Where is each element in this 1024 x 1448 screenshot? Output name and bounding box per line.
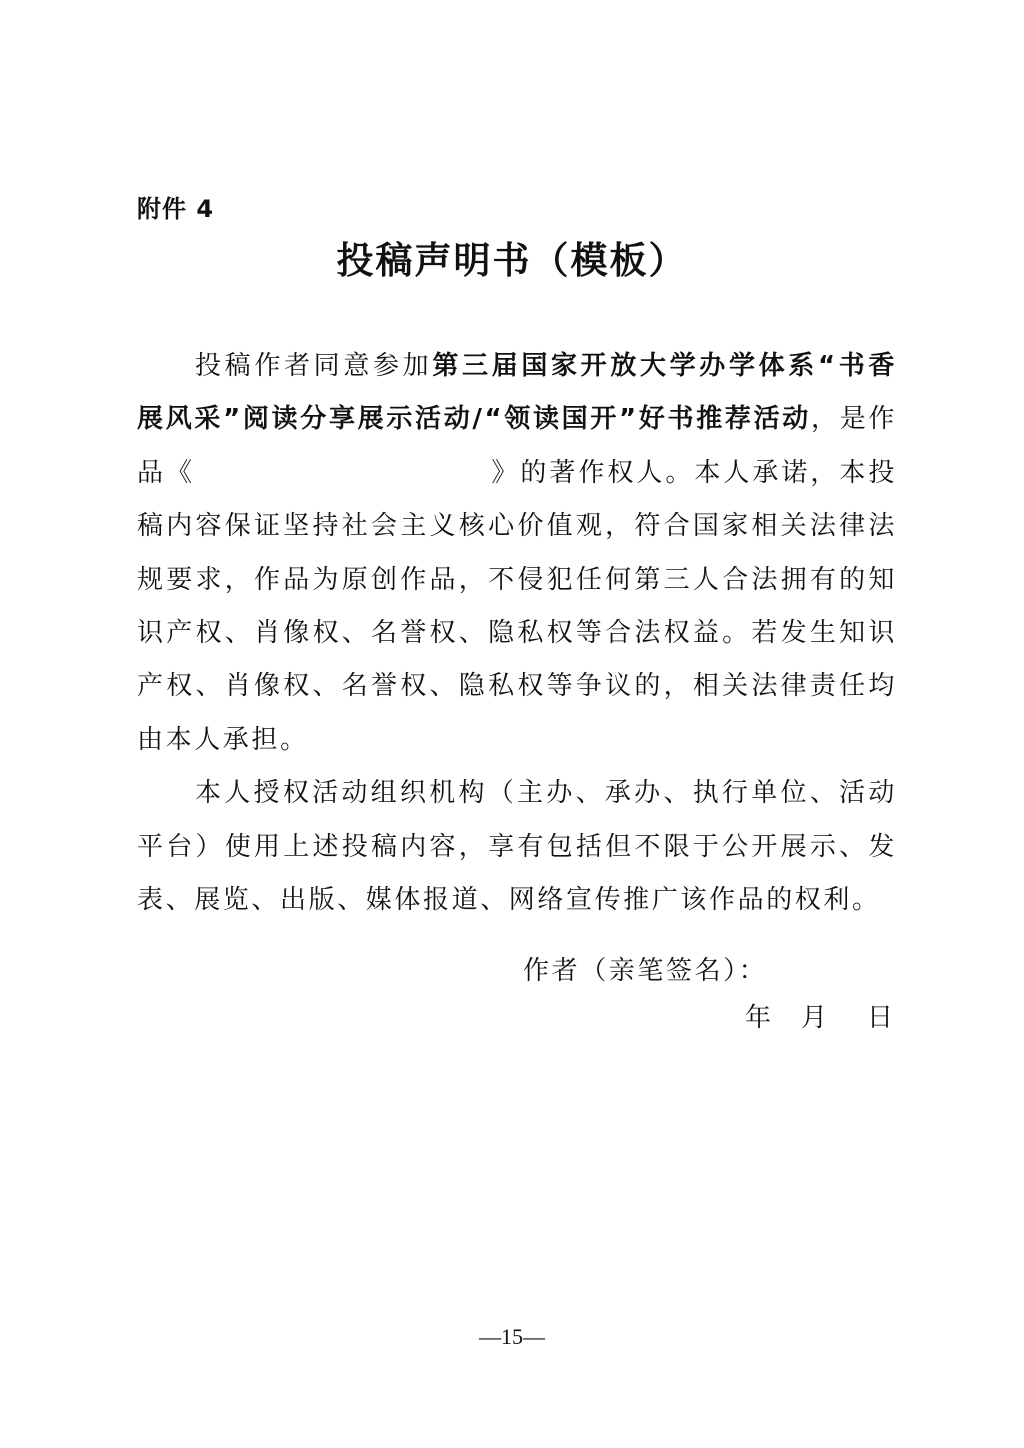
date-year: 年 (745, 1003, 772, 1033)
page-title: 投稿声明书（模板） (336, 239, 688, 282)
date-line (745, 1000, 893, 1036)
work-title-close-quote: 》 (491, 457, 521, 488)
attachment-label: 附件 4 (137, 195, 215, 223)
event-name: 第三届国家开放大学办学体系“书香展风采”阅读分享展示活动/“领读国开”好书推荐活动 (137, 351, 897, 435)
author-signature-label: 作者（亲笔签名）： (523, 956, 768, 986)
paragraph-commitment: 的著作权人。本人承诺，本投稿内容保证坚持社会主义核心价值观，符合国家相关法律法规要求，作品为原创作品，不侵犯任何第三人合法拥有的知识产权、肖像权、名誉权、隐私权等合法权益。若发生知识产权、肖像权、名誉权、隐私权等争议的，相关法律责任均由本人承担。 (137, 457, 897, 755)
paragraph-after-event: ，是作品 (137, 404, 897, 488)
declaration-body (137, 340, 897, 927)
paragraph-lead: 投稿作者同意参加 (195, 351, 433, 381)
paragraph-copyright (137, 340, 897, 767)
work-title-open-quote: 《 (166, 457, 195, 488)
date-month: 月 (801, 1003, 828, 1033)
page-number: —15— (479, 1324, 545, 1349)
date-day: 日 (867, 1003, 894, 1033)
paragraph-authorization: 本人授权活动组织机构（主办、承办、执行单位、活动平台）使用上述投稿内容，享有包括但不限于公开展示、发表、展览、出版、媒体报道、网络宣传推广该作品的权利。 (137, 778, 897, 916)
